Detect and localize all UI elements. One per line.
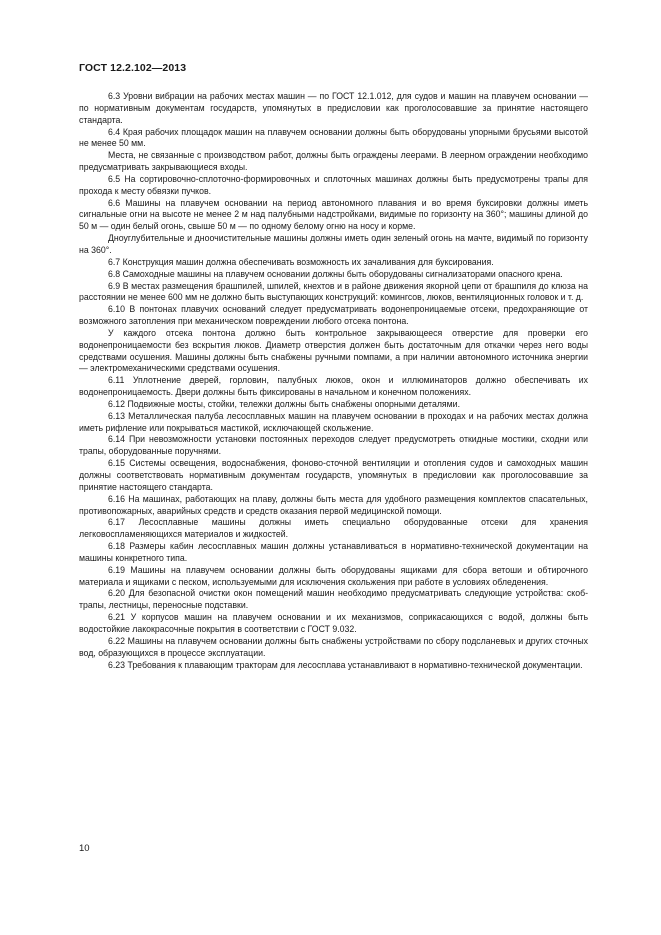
- paragraph: 6.9 В местах размещения брашпилей, шпилей, кнехтов и в районе движения якорной цепи от брашпиля до клюза на расстоянии не менее 600 мм не должно быть выступающих конструкций: комингсов, люков, вентиляционных головок и т. д.: [79, 280, 588, 303]
- paragraph: 6.16 На машинах, работающих на плаву, должны быть места для удобного размещения комплектов спасательных, противопожарных, аварийных средств и средств оказания первой медицинской помощи.: [79, 493, 588, 516]
- paragraph: 6.8 Самоходные машины на плавучем основании должны быть оборудованы сигнализаторами опасного крена.: [108, 268, 563, 279]
- paragraph: 6.21 У корпусов машин на плавучем основании и их механизмов, соприкасающихся с водой, должны быть водостойкие лакокрасочные покрытия в соответствии с ГОСТ 9.032.: [79, 612, 588, 634]
- paragraph: 6.23 Требования к плавающим тракторам для лесосплава устанавливают в нормативно-технической документации.: [108, 659, 583, 670]
- page-number: 10: [79, 843, 90, 854]
- paragraph: 6.4 Края рабочих площадок машин на плавучем основании должны быть оборудованы упорными брусьями высотой не менее 50 мм.: [79, 126, 588, 149]
- paragraph: 6.22 Машины на плавучем основании должны быть снабжены устройствами по сбору подсланевых и других сточных вод, образующихся в процессе эксплуатации.: [79, 635, 588, 658]
- paragraph: 6.6 Машины на плавучем основании на период автономного плавания и во время буксировки должны иметь сигнальные огни на высоте не менее 2 м над палубными надстройками, видимые по горизонту на 360°; машины длиной до 50 м — один белый огонь, свыше 50 м — по одному белому огню на носу и корме.: [79, 197, 588, 232]
- document-header: ГОСТ 12.2.102—2013: [79, 62, 187, 74]
- paragraph: 6.13 Металлическая палуба лесосплавных машин на плавучем основании в проходах и на рабочих местах должна иметь рифление или покрываться мастикой, исключающей скольжение.: [79, 410, 588, 433]
- paragraph: 6.17 Лесосплавные машины должны иметь специально оборудованные отсеки для хранения легковоспламеняющихся материалов и жидкостей.: [79, 517, 588, 540]
- paragraph: Дноуглубительные и дноочистительные машины должны иметь один зеленый огонь на мачте, видимый по горизонту на 360°.: [79, 233, 588, 255]
- paragraph: 6.5 На сортировочно-сплоточно-формировочных и сплоточных машинах должны быть предусмотрены трапы для прохода к месту обвязки пучков.: [79, 173, 588, 196]
- paragraph: 6.19 Машины на плавучем основании должны быть оборудованы ящиками для сбора ветоши и обтирочного материала и ящиками с песком, используемыми для исключения скольжения при работе в условиях обледенения.: [79, 564, 588, 587]
- paragraph: 6.7 Конструкция машин должна обеспечивать возможность их зачаливания для буксирования.: [108, 256, 494, 267]
- paragraph: У каждого отсека понтона должно быть контрольное закрывающееся отверстие для проверки его водонепроницаемости без вскрытия люков. Диаметр отверстия должен быть достаточным для откачки через него воды средствами осушения. Машины должны быть снабжены ручными помпами, а при наличии автономного источника энергии — электромеханическими средствами осушения.: [79, 327, 588, 374]
- paragraph: 6.10 В понтонах плавучих оснований следует предусматривать водонепроницаемые отсеки, предохраняющие от возможного затопления при механическом повреждении любого отсека понтона.: [79, 304, 588, 327]
- paragraph: 6.3 Уровни вибрации на рабочих местах машин — по ГОСТ 12.1.012, для судов и машин на плавучем основании — по нормативным документам государств, упомянутых в предисловии как проголосовавшие за принятие настоящего стандарта.: [79, 91, 588, 125]
- document-body: [79, 91, 588, 671]
- paragraph: 6.14 При невозможности установки постоянных переходов следует предусмотреть откидные мостики, сходни или трапы, оборудованные поручнями.: [79, 434, 588, 457]
- paragraph: 6.18 Размеры кабин лесосплавных машин должны устанавливаться в нормативно-технической документации на машины конкретного типа.: [79, 541, 588, 563]
- paragraph: 6.15 Системы освещения, водоснабжения, фоново-сточной вентиляции и отопления судов и самоходных машин должны соответствовать нормативным документам государств, упомянутых в предисловии как проголосовавшие за принятие настоящего стандарта.: [79, 458, 588, 492]
- paragraph: 6.20 Для безопасной очистки окон помещений машин необходимо предусматривать следующие устройства: скоб-трапы, лестницы, переносные подставки.: [79, 588, 588, 611]
- paragraph: 6.12 Подвижные мосты, стойки, тележки должны быть снабжены опорными деталями.: [108, 398, 461, 409]
- paragraph: Места, не связанные с производством работ, должны быть ограждены леерами. В леерном ограждении необходимо предусматривать закрывающиеся входы.: [79, 150, 588, 173]
- paragraph: 6.11 Уплотнение дверей, горловин, палубных люков, окон и иллюминаторов должно обеспечивать их водонепроницаемость. Двери должны быть фиксированы в начальном и конечном положениях.: [79, 375, 588, 398]
